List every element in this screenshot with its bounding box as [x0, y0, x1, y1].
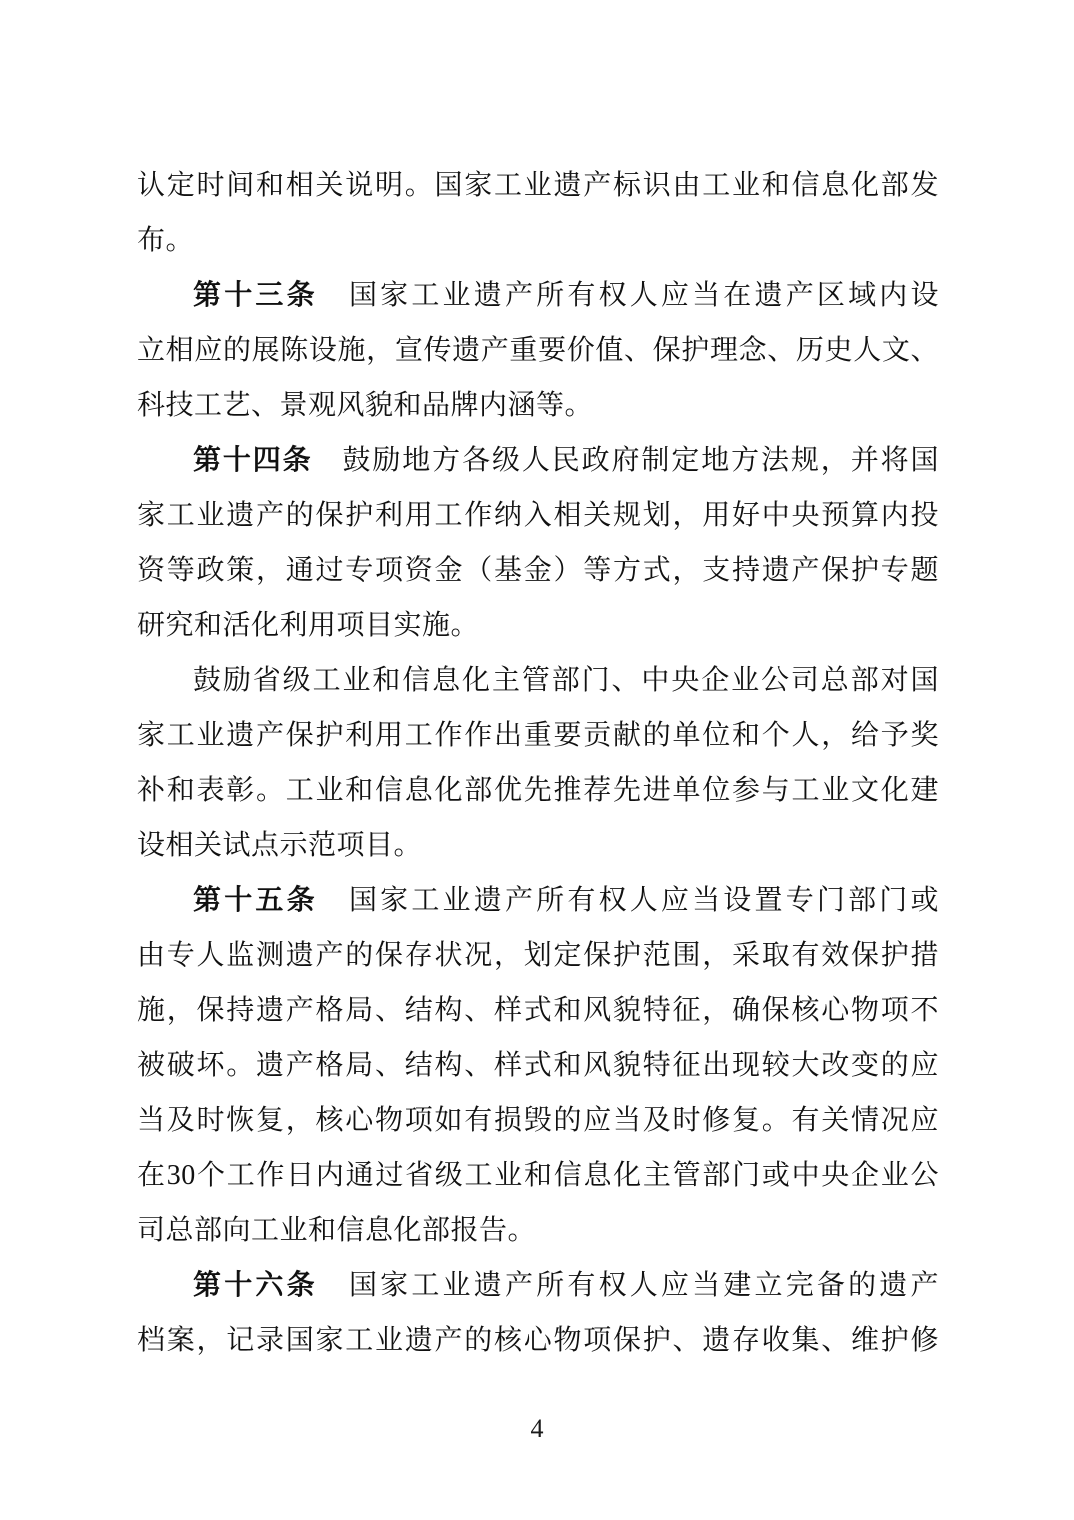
text-line: [137, 983, 939, 1038]
document-body: [137, 158, 939, 1368]
text-segment: 立相应的展陈设施，宣传遗产重要价值、保护理念、历史人文、: [137, 335, 939, 366]
text-line: [137, 1313, 939, 1368]
text-segment: 当及时恢复，核心物项如有损毁的应当及时修复。有关情况应: [137, 1105, 939, 1136]
text-line: [137, 1148, 939, 1203]
text-line: [137, 433, 939, 488]
text-line: [137, 708, 939, 763]
text-line: [137, 873, 939, 928]
text-segment: 国家工业遗产所有权人应当建立完备的遗产: [317, 1270, 939, 1301]
page-number: 4: [530, 1414, 544, 1443]
text-line: [137, 1203, 939, 1258]
text-segment: 被破坏。遗产格局、结构、样式和风貌特征出现较大改变的应: [137, 1050, 939, 1081]
text-line: [137, 158, 939, 213]
article-number: 第十四条: [193, 445, 313, 476]
text-segment: 设相关试点示范项目。: [137, 830, 423, 861]
text-segment: 资等政策，通过专项资金（基金）等方式，支持遗产保护专题: [137, 555, 939, 586]
text-segment: 施，保持遗产格局、结构、样式和风貌特征，确保核心物项不: [137, 995, 939, 1026]
text-segment: 科技工艺、景观风貌和品牌内涵等。: [137, 390, 594, 421]
article-number: 第十三条: [193, 280, 318, 311]
text-segment: 家工业遗产保护利用工作作出重要贡献的单位和个人，给予奖: [137, 720, 939, 751]
text-segment: 在30个工作日内通过省级工业和信息化主管部门或中央企业公: [137, 1160, 939, 1191]
text-line: [137, 928, 939, 983]
text-segment: 由专人监测遗产的保存状况，划定保护范围，采取有效保护措: [137, 940, 939, 971]
text-segment: 档案，记录国家工业遗产的核心物项保护、遗存收集、维护修: [137, 1325, 939, 1356]
text-line: [137, 818, 939, 873]
text-line: [137, 268, 939, 323]
text-line: [137, 378, 939, 433]
text-segment: 研究和活化利用项目实施。: [137, 610, 480, 641]
text-line: [137, 323, 939, 378]
text-segment: 补和表彰。工业和信息化部优先推荐先进单位参与工业文化建: [137, 775, 939, 806]
text-line: [137, 763, 939, 818]
text-line: [137, 653, 939, 708]
text-segment: 布。: [137, 225, 195, 256]
text-segment: 鼓励省级工业和信息化主管部门、中央企业公司总部对国: [193, 665, 939, 696]
text-segment: 司总部向工业和信息化部报告。: [137, 1215, 537, 1246]
article-number: 第十五条: [193, 885, 318, 916]
text-segment: 家工业遗产的保护利用工作纳入相关规划，用好中央预算内投: [137, 500, 939, 531]
text-line: [137, 1258, 939, 1313]
text-line: [137, 488, 939, 543]
text-segment: 鼓励地方各级人民政府制定地方法规，并将国: [312, 445, 939, 476]
text-line: [137, 1093, 939, 1148]
article-number: 第十六条: [193, 1270, 318, 1301]
text-segment: 国家工业遗产所有权人应当在遗产区域内设: [317, 280, 939, 311]
text-segment: 国家工业遗产所有权人应当设置专门部门或: [317, 885, 939, 916]
text-line: [137, 543, 939, 598]
text-line: [137, 598, 939, 653]
text-segment: 认定时间和相关说明。国家工业遗产标识由工业和信息化部发: [137, 170, 939, 201]
text-line: [137, 213, 939, 268]
text-line: [137, 1038, 939, 1093]
